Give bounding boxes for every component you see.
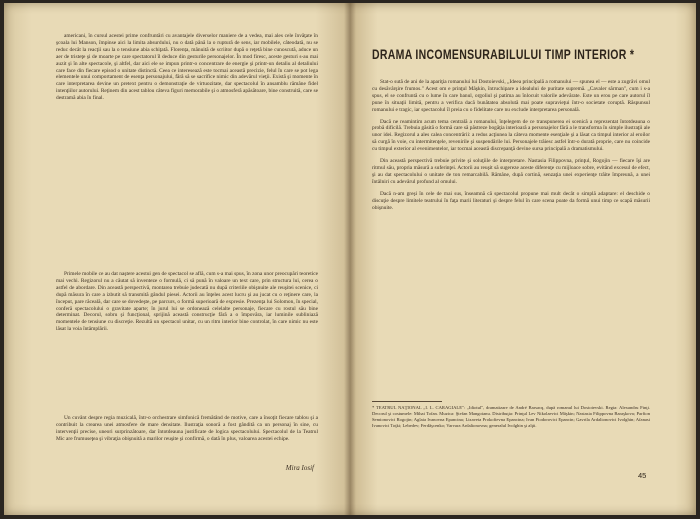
footnote: * TEATRUL NAŢIONAL „I. L. CARAGIALE": „Idiotul", dramatizare de André Barsacq, după romanul lui Dostoievski. Regia: Alexandru Finţi. Decorul şi costumele: Mihai Tofan. Muzica: Ştefan Mangoianu. Distribuţia: Prinţul Lev Nikolaevici Mâşkin; Nastasia Filippovna Baraşkova; Parfion Semionovici Rogojin; Aglaia Ivanovna Epancina; Lizaveta Prokofievna Epancina; Ivan Fiodorovici Epancin; Gavrila Ardalionovici Ivolghin; Afanasi Ivanovici Toţki; Lebedev; Ferdâşcenko; Varvara Ardalionovna; generalul Ivolghin şi alţii. (372, 405, 650, 428)
left-article-text (56, 33, 318, 483)
right-paragraph-1: Stat-o sută de ani de la apariţia romanului lui Dostoievski, „Ideea principală a romanului — spunea el — este a zugrăvi omul cu desăvârşire frumos." Acest om e prinţul Mâşkin, întruchipare a idealului de puritate supremă. „Cavaler sărman", cum i s-a spus, el se confruntă cu o lume în care banul, orgoliul şi patima au înlocuit valorile adevărate. Este un erou pe care autorul îl pune în situaţii limită, pentru a verifica dacă bunătatea absolută mai poate supravieţui într-o societate coruptă. Răspunsul romanului e tragic, iar spectacolul îl preia cu o fidelitate care nu exclude interpretarea personală. (372, 79, 650, 113)
footnote-rule (372, 401, 442, 402)
magazine-spread (4, 3, 696, 515)
left-paragraph-1: americani, în cursul acestei prime confruntări cu avantajele diverselor maniere de a vedea, mai ales cele învăţate în şcoala lui Manson, împinse aici la limita absurdului, nu o dată până la o ruptură de sens, iar mobilele, câteodată, nu se reduc decât la reacţii sau la o tensiune abia schiţată. Florența, mânuită de scriitor după o reţetă bine cunoscută, aduce un aer de tristeţe şi de moarte pe care spectatorul îl deduce din gesturile personajelor. În mod firesc, aceste gesturi s-au mai auzit şi în alte spectacole, şi altfel, dar aici ele se impun printr-o concentrare de energie şi printr-un detaliu al detaliului care face din fiecare episod o unitate distinctă. Ceea ce interesează este tocmai această precizie, felul în care se pot lega elementele unui comportament de esenţa personajului, fără să se sacrifice nimic din adevărul vieţii. Există şi momente în care interpretarea devine un pretext pentru o demonstraţie de virtuozitate, dar spectacolul în ansamblu rămâne fidel intenţiilor autorului. Reţinem din acest tablou câteva figuri memorabile şi o atmosferă apăsătoare, bine construită, care se destramă abia în final. (56, 33, 318, 102)
author-signature: Mira Iosif (285, 464, 314, 472)
right-article-text (372, 79, 650, 395)
left-paragraph-3: Un cuvânt despre regia muzicală, într-o orchestrare simfonică fremătând de motive, care a însoţit fiecare tablou şi a contribuit la crearea unei atmosfere de mare densitate. Ilustraţia sonoră a fost gândită ca un personaj în sine, cu intervenţii precise, uneori surprinzătoare, dar întotdeauna justificate de logica spectacolului. Spectacolul de la Teatrul Mic are frumuseţea şi vibraţia obişnuită a marilor reuşite şi confirmă, o dată în plus, valoarea acestei echipe. (56, 415, 318, 442)
page-number: 45 (638, 471, 647, 480)
right-paragraph-4: Dacă n-am greşi în cele de mai sus, înseamnă că spectacolul propune mai mult decât o simplă adaptare: el deschide o discuţie despre limitele teatrului în faţa marii literaturi şi despre felul în care scena poate da formă unui timp ce scapă măsurii obişnuite. (372, 190, 650, 211)
book-gutter (344, 3, 356, 515)
right-paragraph-2: Dacă ne reamintim acum tema centrală a romanului, înţelegem de ce transpunerea ei scenică a reprezentat întotdeauna o probă dificilă. Trebuia găsită o formă care să păstreze bogăţia interioară a personajelor fără a le transforma în simple ilustraţii ale unor idei. Regizorul a ales calea concentrării: a redus acţiunea la câteva momente esenţiale şi a lăsat ca timpul interior al eroilor să curgă în voie, cu intermitenţele, revenirile şi suspendările lui. Personajele trăiesc astfel într-o durată proprie, care nu coincide cu timpul exterior al evenimentelor, iar tocmai această discrepanţă devine sursa principală a dramatismului. (372, 118, 650, 153)
article-title: DRAMA INCOMENSURABILULUI TIMP INTERIOR * (372, 47, 635, 64)
left-paragraph-2: Primele mobile ce au dat naştere acestui gen de spectacol se află, cum s-a mai spus, în zona unor preocupări teoretice mai vechi. Regizorul nu a căutat să inventeze o formulă, ci să pună în valoare un text care, prin structura lui, cerea o astfel de abordare. Din această perspectivă, montarea trebuie judecată nu după criteriile obişnuite ale reuşitei scenice, ci după măsura în care a izbutit să transmită gândul piesei. Actorii au înţeles acest lucru şi au jucat cu o reţinere care, la început, pare răceală, dar care se dovedeşte, pe parcurs, o formă superioară de expresie. Prezenţa lui Solomon, în special, conferă spectacolului o gravitate aparte; în jurul lui se ordonează celelalte personaje, fiecare cu rostul său bine determinat. Decorul, sobru şi funcţional, sprijină această construcţie fără a o împovăra, iar luminile subliniază momentele de tensiune cu discreţie. Rezultă un spectacol unitar, cu un ritm interior bine controlat, în care nimic nu este lăsat la voia întâmplării. (56, 271, 318, 333)
right-paragraph-3: Din această perspectivă trebuie privite şi soluţiile de interpretare. Nastasia Filippovna, prinţul, Rogojin — fiecare îşi are ritmul său, propria măsură a suferinţei. Actorii au reuşit să sugereze aceste diferenţe cu mijloace sobre, evitând excesul de efect, şi au dat spectacolului o unitate de ton remarcabilă. Rămâne, după cortină, senzaţia unei experienţe trăite împreună, a unei întâlniri cu adevărul profund al omului. (372, 158, 650, 185)
